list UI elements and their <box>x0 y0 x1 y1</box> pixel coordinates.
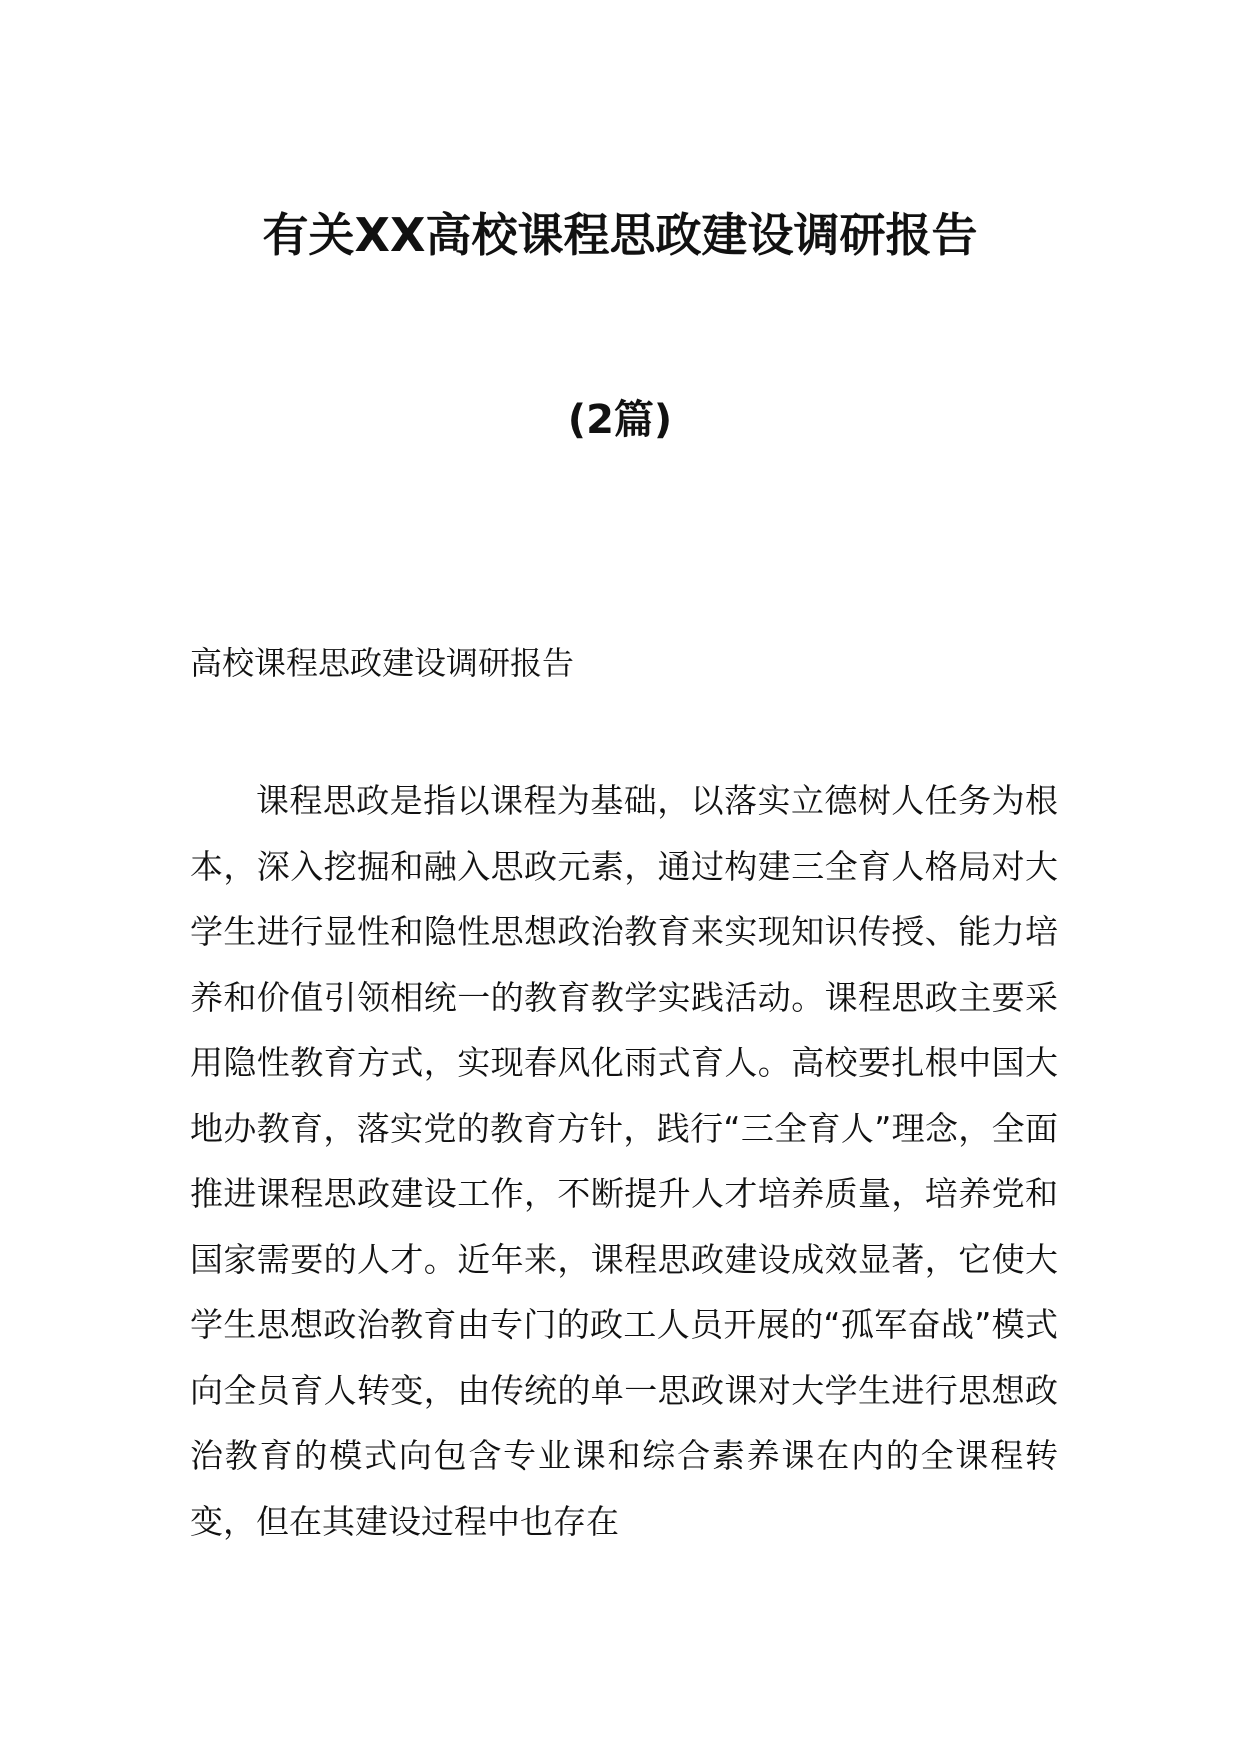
document-title: 有关XX高校课程思政建设调研报告 <box>262 208 978 262</box>
section-title: 高校课程思政建设调研报告 <box>190 644 575 682</box>
document-subtitle: (2篇) <box>567 397 673 443</box>
body-paragraph: 课程思政是指以课程为基础，以落实立德树人任务为根本，深入挖掘和融入思政元素，通过构建三全育人格局对大学生进行显性和隐性思想政治教育来实现知识传授、能力培养和价值引领相统一的教育教学实践活动。课程思政主要采用隐性教育方式，实现春风化雨式育人。高校要扎根中国大地办教育，落实党的教育方针，践行“三全育人”理念，全面推进课程思政建设工作，不断提升人才培养质量，培养党和国家需要的人才。近年来，课程思政建设成效显著，它使大学生思想政治教育由专门的政工人员开展的“孤军奋战”模式向全员育人转变，由传统的单一思政课对大学生进行思想政治教育的模式向包含专业课和综合素养课在内的全课程转变，但在其建设过程中也存在 <box>190 781 1058 1541</box>
